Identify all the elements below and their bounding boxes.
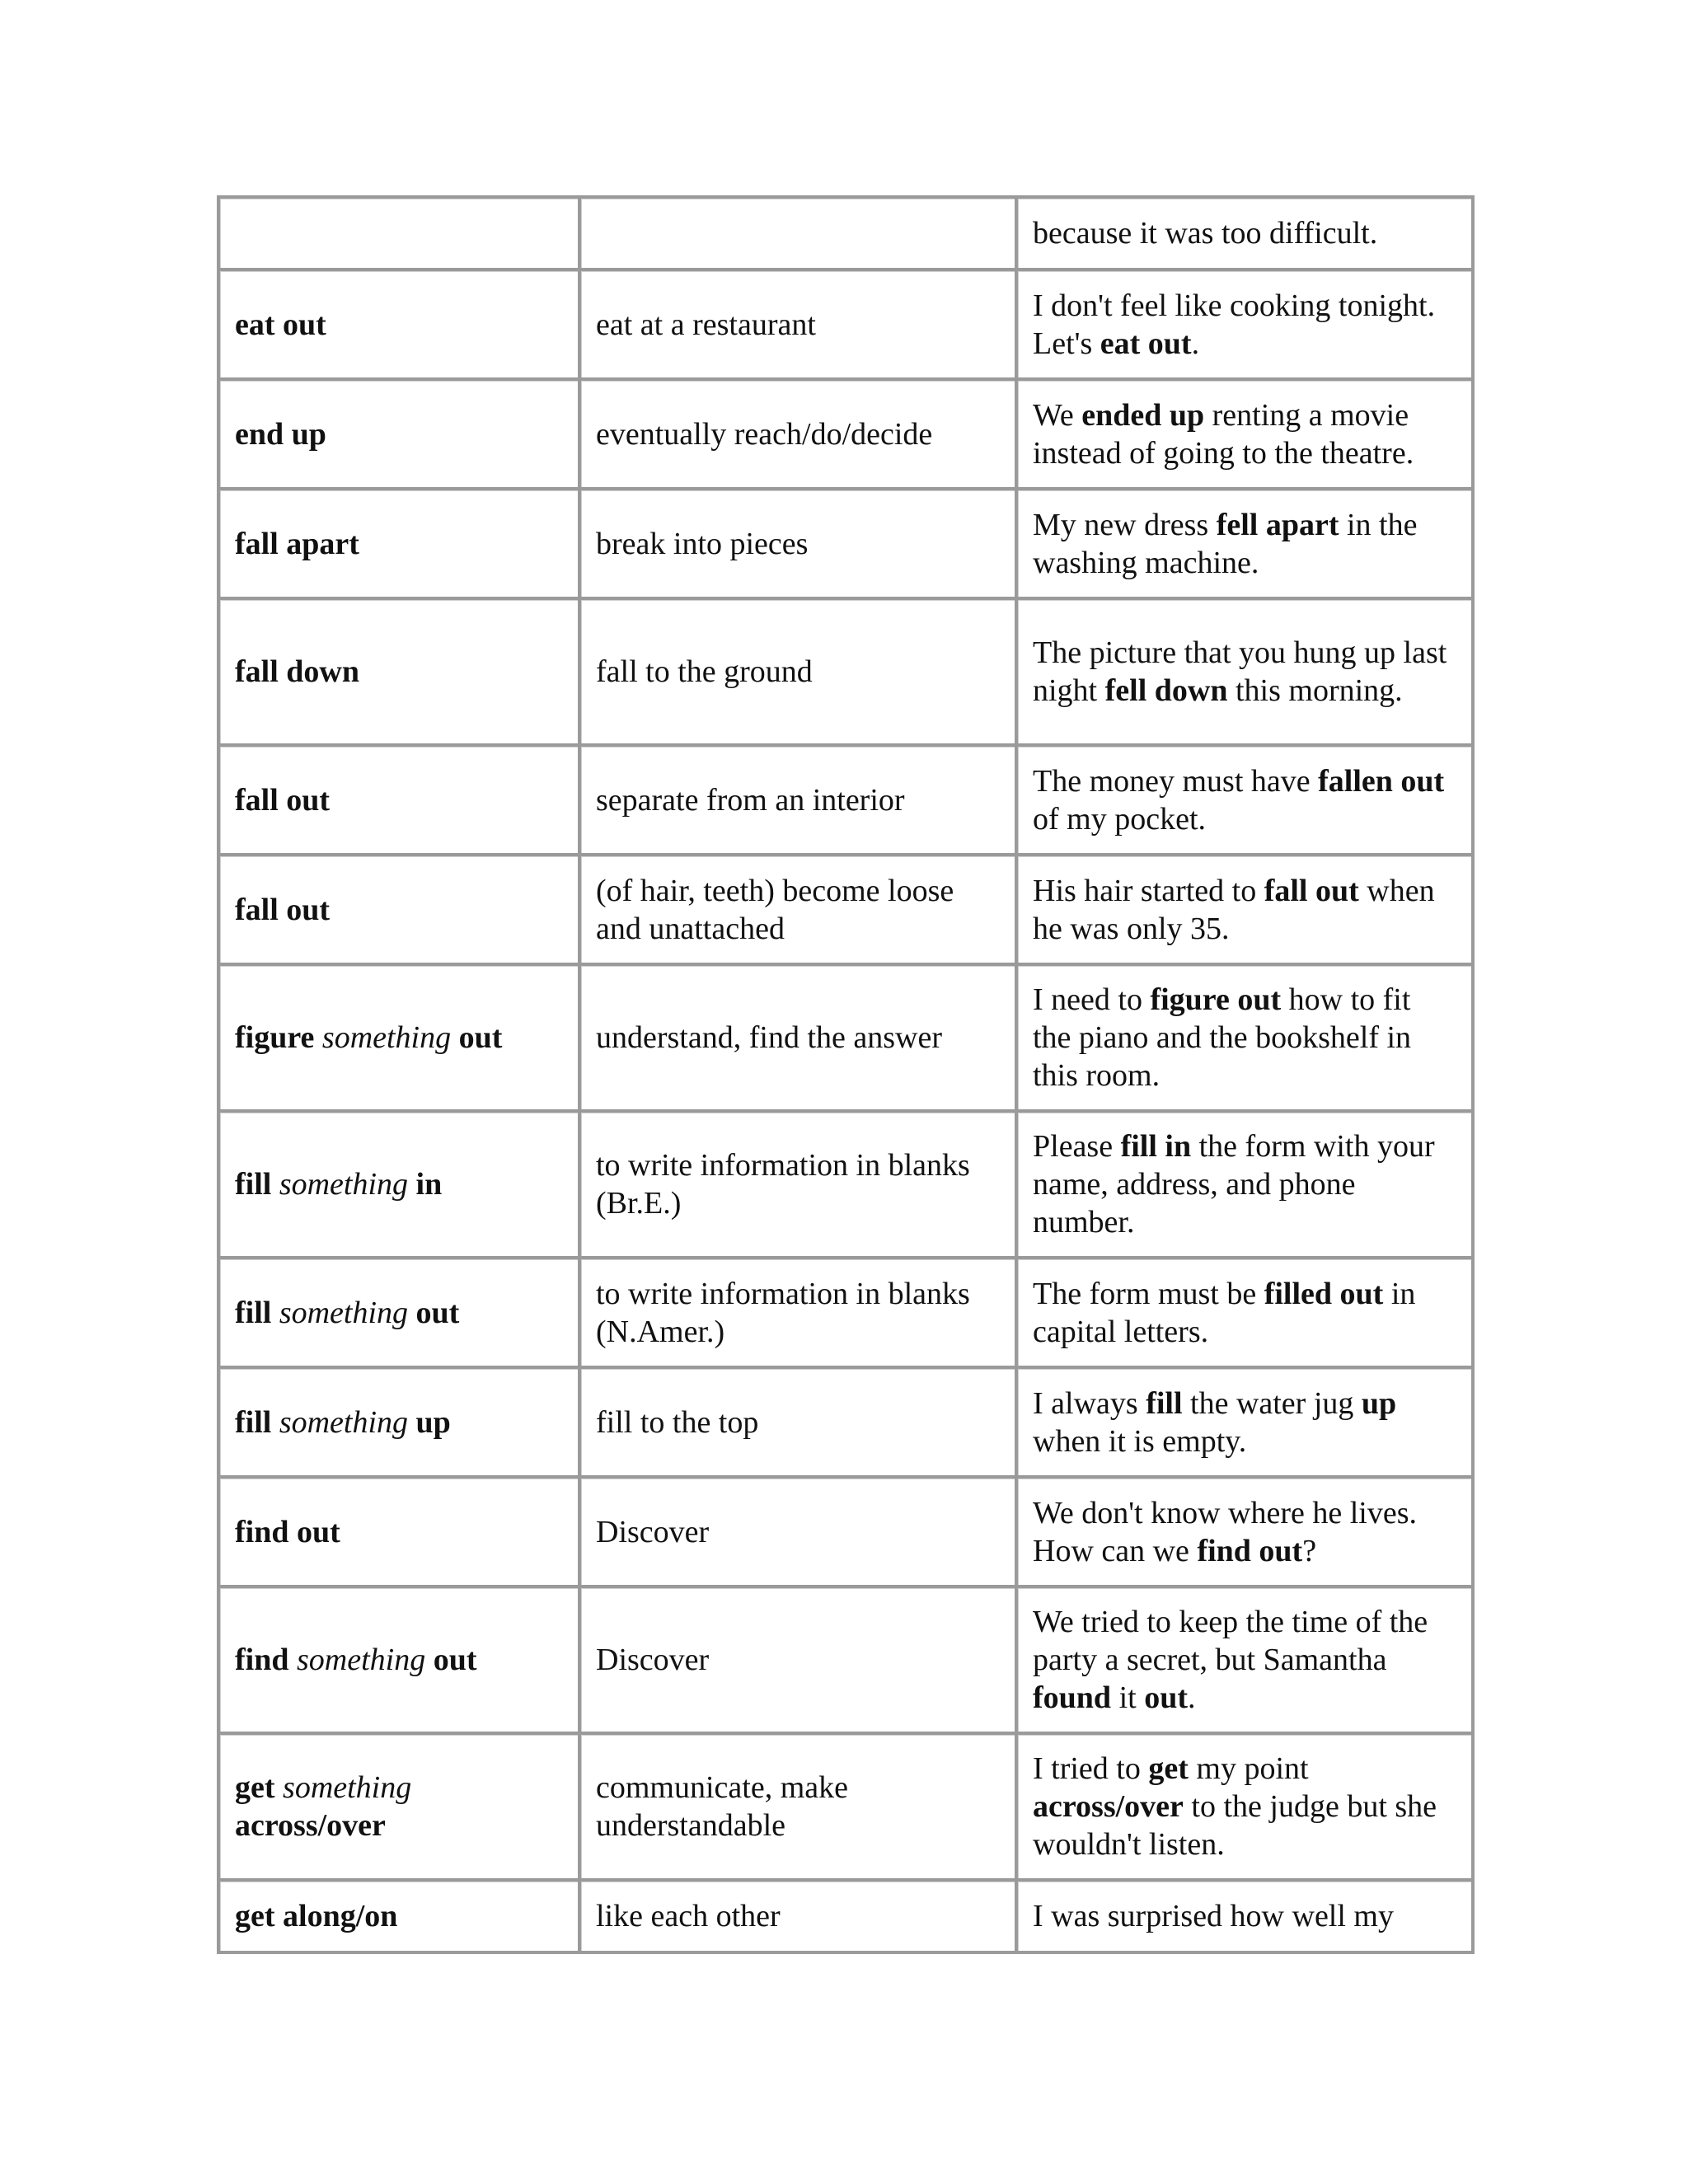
meaning-cell: fall to the ground [581,600,1018,747]
meaning-cell: separate from an interior [581,747,1018,856]
text-run [271,1167,279,1202]
verb-cell [220,490,581,600]
text-run [314,1020,322,1055]
example-cell [1018,1369,1475,1479]
bold-text: fall down [235,654,359,689]
text-run [275,1770,284,1805]
bold-text: across/over [235,1808,386,1843]
text-run: The picture that you hung up last night [1033,635,1447,708]
meaning-cell [581,199,1018,271]
meaning-cell: break into pieces [581,490,1018,600]
text-run: when it is empty. [1033,1423,1247,1459]
meaning-cell: Discover [581,1588,1018,1735]
bold-text: eat out [235,307,326,342]
bold-text: out [1144,1680,1188,1715]
table-row [220,1369,1475,1479]
bold-text: ended up [1081,397,1205,433]
italic-text: something [279,1295,409,1330]
meaning-cell: fill to the top [581,1369,1018,1479]
text-run [271,1296,279,1330]
verb-cell [220,271,581,381]
text-run: I was surprised how well my [1033,1899,1394,1933]
italic-text: something [279,1404,409,1440]
table-row [220,1882,1475,1954]
example-cell [1018,1113,1475,1259]
bold-text: fill [1146,1385,1183,1421]
verb-cell [220,1735,581,1882]
bold-text: fall out [235,892,331,927]
italic-text: something [283,1770,412,1805]
text-run: renting a movie instead of going to the theatre. [1033,397,1414,471]
bold-text: fill [235,1295,272,1330]
table-row [220,271,1475,381]
table-row [220,490,1475,600]
verb-cell [220,600,581,747]
text-run: The money must have [1033,763,1319,799]
table-row [220,1479,1475,1588]
bold-text: figure out [1150,982,1282,1017]
meaning-cell: eventually reach/do/decide [581,381,1018,490]
meaning-cell: (of hair, teeth) become loose and unattached [581,856,1018,966]
bold-text: out [415,1295,460,1330]
verb-cell [220,1588,581,1735]
verb-cell [220,1369,581,1479]
text-run: how to fit the piano and the bookshelf in this room. [1033,982,1412,1093]
text-run: I tried to [1033,1751,1149,1786]
table-row [220,966,1475,1113]
bold-text: end up [235,416,326,452]
bold-text: eat out [1100,326,1192,361]
bold-text: across/over [1033,1789,1184,1824]
table-row [220,1588,1475,1735]
text-run [408,1167,416,1202]
text-run: it [1111,1680,1145,1715]
bold-text: fall out [235,782,331,818]
text-run: Please [1033,1129,1121,1164]
text-run: when he was only 35. [1033,873,1435,946]
meaning-cell: to write information in blanks (Br.E.) [581,1113,1018,1259]
text-run: in capital letters. [1033,1276,1416,1349]
text-run: the water jug [1182,1385,1362,1421]
example-cell [1018,1882,1475,1954]
bold-text: fill in [1120,1129,1192,1164]
example-cell [1018,1588,1475,1735]
meaning-cell: to write information in blanks (N.Amer.) [581,1259,1018,1369]
meaning-cell: eat at a restaurant [581,271,1018,381]
example-cell [1018,600,1475,747]
phrasal-verbs-table [217,195,1475,1954]
table-row [220,381,1475,490]
text-run: to the judge but she wouldn't listen. [1033,1789,1437,1862]
verb-cell [220,1113,581,1259]
bold-text: fill [235,1404,272,1440]
text-run: because it was too difficult. [1033,216,1378,251]
meaning-cell: like each other [581,1882,1018,1954]
bold-text: out [458,1020,503,1055]
italic-text: something [321,1020,452,1055]
text-run: I don't feel like cooking tonight. Let's [1033,288,1436,361]
example-cell [1018,1735,1475,1882]
bold-text: fall out [1264,873,1359,908]
meaning-cell: communicate, make understandable [581,1735,1018,1882]
example-cell [1018,966,1475,1113]
example-cell [1018,271,1475,381]
text-run: . [1187,1680,1196,1715]
text-run: We tried to keep the time of the party a secret, but Samantha [1033,1605,1428,1677]
bold-text: find out [1197,1533,1303,1568]
text-run [425,1643,434,1677]
text-run: . [1191,326,1200,361]
text-run [271,1405,279,1440]
text-run: of my pocket. [1033,801,1207,837]
example-cell [1018,1479,1475,1588]
example-cell [1018,381,1475,490]
bold-text: up [1361,1385,1397,1421]
table-row [220,600,1475,747]
text-run: His hair started to [1033,873,1264,908]
text-run [451,1020,459,1055]
meaning-cell: Discover [581,1479,1018,1588]
bold-text: fall apart [235,526,359,561]
bold-text: fell apart [1216,507,1339,542]
bold-text: fill [235,1167,272,1202]
table-row [220,1113,1475,1259]
text-run: my point [1188,1751,1309,1786]
text-run [408,1296,416,1330]
verb-cell [220,747,581,856]
verb-cell [220,856,581,966]
bold-text: out [433,1643,477,1677]
bold-text: up [415,1404,451,1440]
text-run: The form must be [1033,1276,1264,1311]
text-run: My new dress [1033,507,1217,542]
text-run [408,1405,416,1440]
italic-text: something [279,1167,409,1202]
verb-cell [220,1259,581,1369]
verb-cell [220,1882,581,1954]
bold-text: fallen out [1318,763,1445,799]
example-cell [1018,1259,1475,1369]
text-run: the form with your name, address, and phone number. [1033,1129,1435,1240]
bold-text: figure [235,1020,315,1055]
text-run: We [1033,397,1082,433]
text-run: We don't know where he lives. How can we [1033,1495,1418,1568]
bold-text: get [1148,1751,1189,1786]
text-run: I always [1033,1385,1146,1421]
table-row [220,747,1475,856]
table-row [220,1735,1475,1882]
verb-cell [220,199,581,271]
table-row [220,1259,1475,1369]
example-cell [1018,199,1475,271]
verb-cell [220,966,581,1113]
text-run: in the washing machine. [1033,507,1418,580]
verb-cell [220,1479,581,1588]
text-run: ? [1302,1533,1317,1568]
verb-cell [220,381,581,490]
bold-text: fell down [1104,673,1228,708]
meaning-cell: understand, find the answer [581,966,1018,1113]
example-cell [1018,490,1475,600]
bold-text: in [415,1167,443,1202]
example-cell [1018,747,1475,856]
bold-text: found [1033,1680,1112,1715]
text-run [288,1643,297,1677]
bold-text: filled out [1264,1276,1384,1311]
example-cell [1018,856,1475,966]
text-run: this morning. [1227,673,1403,708]
bold-text: get [235,1770,275,1805]
text-run: I need to [1033,982,1151,1017]
bold-text: find out [235,1514,340,1549]
bold-text: get along/on [235,1899,398,1933]
table-row [220,199,1475,271]
italic-text: something [296,1643,426,1677]
table-row [220,856,1475,966]
bold-text: find [235,1643,289,1677]
